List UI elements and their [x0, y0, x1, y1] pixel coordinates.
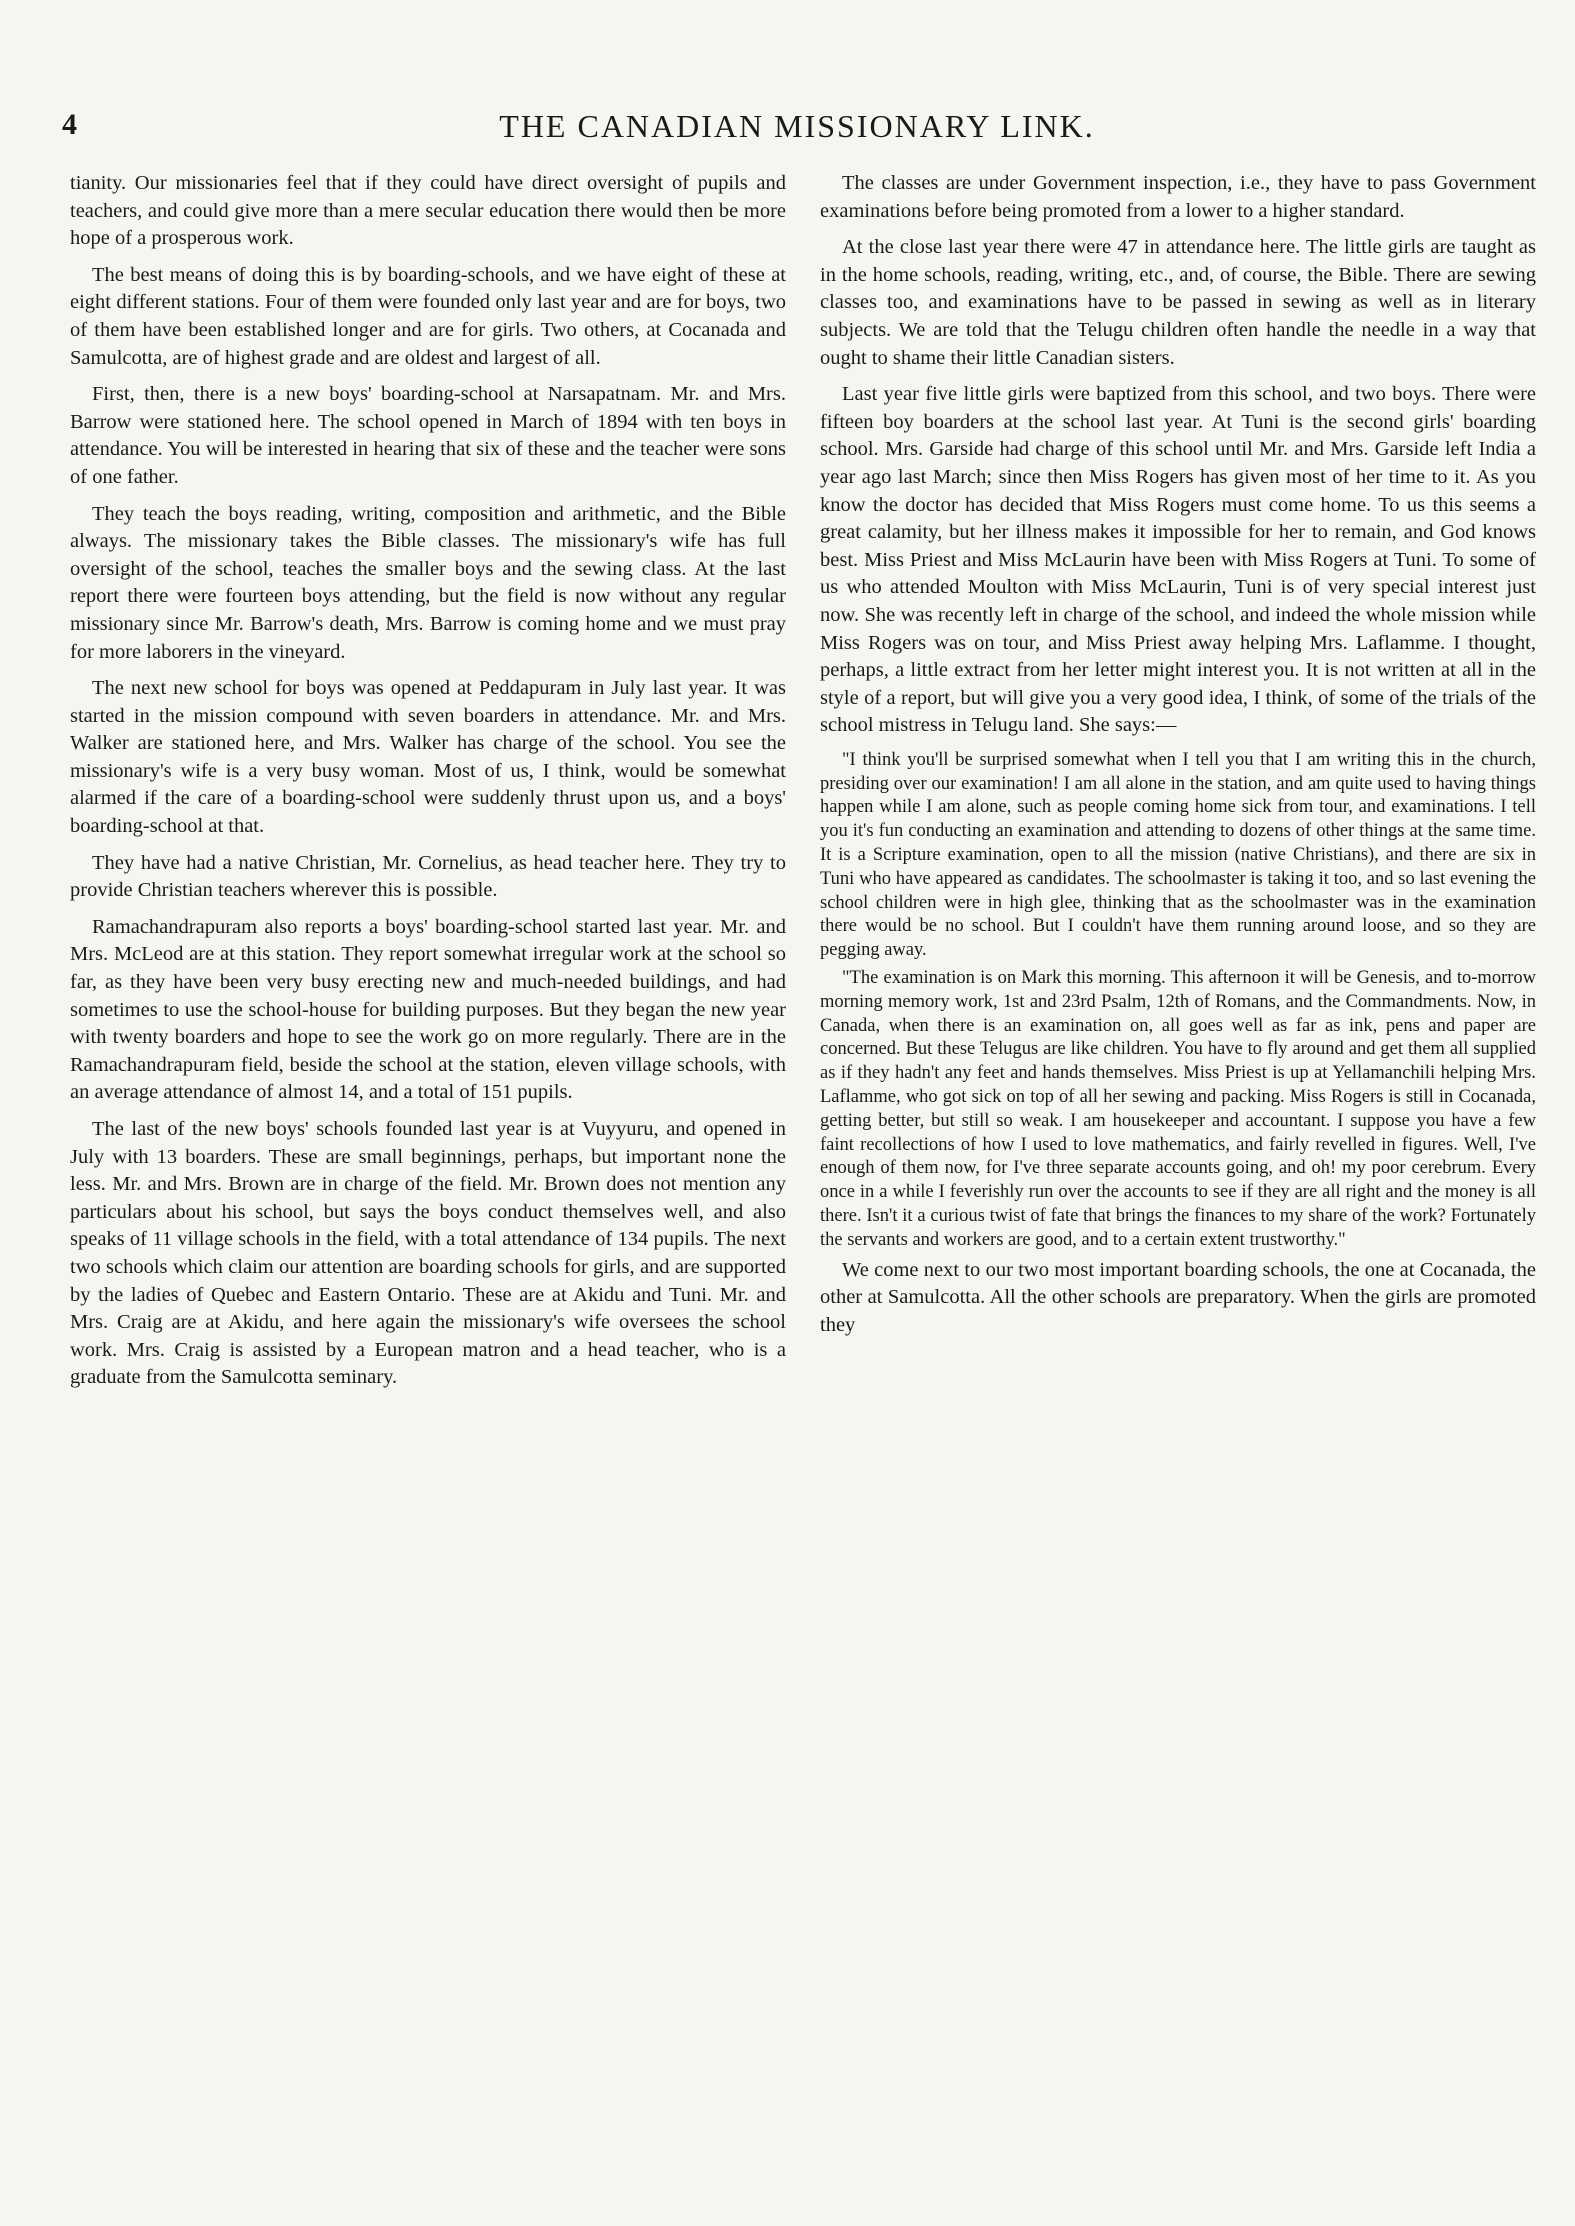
paragraph: They have had a native Christian, Mr. Cornelius, as head teacher here. They try to provide Christian teachers wherever this is possible.	[70, 851, 786, 902]
paragraph: Ramachandrapuram also reports a boys' boarding-school started last year. Mr. and Mrs. McLeod are at this station. They report somewhat irregular work at the school so far, as they have been very busy erecting new and much-needed buildings, and had sometimes to use the school-house for building purposes. But they began the new year with twenty boarders and hope to see the work go on more regularly. There are in the Ramachandrapuram field, beside the school at the station, eleven village schools, with an average attendance of almost 14, and a total of 151 pupils.	[70, 915, 786, 1104]
paragraph: We come next to our two most important boarding schools, the one at Cocanada, the other at Samulcotta. All the other schools are preparatory. When the girls are promoted they	[820, 1258, 1536, 1336]
paragraph: The best means of doing this is by boarding-schools, and we have eight of these at eight different stations. Four of them were founded only last year and are for boys, two of them have been established longer and are for girls. Two others, at Cocanada and Samulcotta, are of highest grade and are oldest and largest of all.	[70, 263, 786, 369]
paragraph: The last of the new boys' schools founded last year is at Vuyyuru, and opened in July with 13 boarders. These are small beginnings, perhaps, but important none the less. Mr. and Mrs. Brown are in charge of the field. Mr. Brown does not mention any particulars about his school, but says the boys conduct themselves well, and also speaks of 11 village schools in the field, with a total attendance of 134 pupils. The next two schools which claim our attention are boarding schools for girls, and are supported by the ladies of Quebec and Eastern Ontario. These are at Akidu and Tuni. Mr. and Mrs. Craig are at Akidu, and here again the missionary's wife oversees the school work. Mrs. Craig is assisted by a European matron and a head teacher, who is a graduate from the Samulcotta seminary.	[70, 1118, 786, 1389]
right-column	[820, 170, 1536, 1348]
paragraph: tianity. Our missionaries feel that if they could have direct oversight of pupils and teachers, and could give more than a mere secular education there would then be more hope of a prosperous work.	[70, 172, 786, 250]
paragraph: The classes are under Government inspection, i.e., they have to pass Government examinations before being promoted from a lower to a higher standard.	[820, 172, 1536, 222]
journal-title: THE CANADIAN MISSIONARY LINK.	[499, 108, 1095, 144]
left-column	[70, 170, 786, 1401]
paragraph: At the close last year there were 47 in attendance here. The little girls are taught as in the home schools, reading, writing, etc., and, of course, the Bible. There are sewing classes too, and examinations have to be passed in sewing as well as in literary subjects. We are told that the Telugu children often handle the needle in a way that ought to shame their little Canadian sisters.	[820, 236, 1536, 369]
page-header	[62, 108, 1532, 154]
letter-extract	[820, 749, 1536, 1253]
paragraph: Last year five little girls were baptized from this school, and two boys. There were fifteen boy boarders at the school last year. At Tuni is the second girls' boarding school. Mrs. Garside had charge of this school until Mr. and Mrs. Garside left India a year ago last March; since then Miss Rogers has given most of her time to it. As you know the doctor has decided that Miss Rogers must come home. To us this seems a great calamity, but her illness makes it impossible for her to remain, and God knows best. Miss Priest and Miss McLaurin have been with Miss Rogers at Tuni. To some of us who attended Moulton with Miss McLaurin, Tuni is of very special interest just now. She was recently left in charge of the school, and indeed the whole mission while Miss Rogers was on tour, and Miss Priest away helping Mrs. Laflamme. I thought, perhaps, a little extract from her letter might interest you. It is not written at all in the style of a report, but will give you a very good idea, I think, of some of the trials of the school mistress in Telugu land. She says:—	[820, 383, 1536, 737]
quote-paragraph: "The examination is on Mark this morning. This afternoon it will be Genesis, and to-morrow morning memory work, 1st and 23rd Psalm, 12th of Romans, and the Commandments. Now, in Canada, when there is an examination on, all goes well as far as ink, pens and paper are concerned. But these Telugus are like children. You have to fly around and get them all supplied as if they hadn't any feet and hands themselves. Miss Priest is up at Yellamanchili helping Mrs. Laflamme, who got sick on top of all her sewing and packing. Miss Rogers is still in Cocanada, getting better, but still so weak. I am housekeeper and accountant. I suppose you have a few faint recollections of how I used to love mathematics, and fairly revelled in figures. Well, I've enough of them now, for I've three separate accounts going, and oh! my poor cerebrum. Every once in a while I feverishly run over the accounts to see if they are all right and the money is all there. Isn't it a curious twist of fate that brings the finances to my share of the work? Fortunately the servants and workers are good, and to a certain extent trustworthy."	[820, 968, 1536, 1250]
paragraph: First, then, there is a new boys' boarding-school at Narsapatnam. Mr. and Mrs. Barrow were stationed here. The school opened in March of 1894 with ten boys in attendance. You will be interested in hearing that six of these and the teacher were sons of one father.	[70, 383, 786, 488]
paragraph: The next new school for boys was opened at Peddapuram in July last year. It was started in the mission compound with seven boarders in attendance. Mr. and Mrs. Walker are stationed here, and Mrs. Walker has charge of the school. You see the missionary's wife is a very busy woman. Most of us, I think, would be somewhat alarmed if the care of a boarding-school were suddenly thrust upon us, and a boys' boarding-school at that.	[70, 677, 786, 838]
page-number: 4	[62, 108, 77, 141]
quote-paragraph: "I think you'll be surprised somewhat when I tell you that I am writing this in the church, presiding over our examination! I am all alone in the station, and am quite used to having things happen while I am alone, such as people coming home sick from tour, and examinations. I tell you it's fun conducting an examination and attending to dozens of other things at the same time. It is a Scripture examination, open to all the mission (native Christians), and there are six in Tuni who have appeared as candidates. The schoolmaster is taking it too, and so last evening the school children were in high glee, thinking that as the schoolmaster was in the examination there would be no school. But I couldn't have them running around loose, and so they are pegging away.	[820, 749, 1536, 961]
paragraph: They teach the boys reading, writing, composition and arithmetic, and the Bible always. The missionary takes the Bible classes. The missionary's wife has full oversight of the school, teaches the smaller boys and the sewing class. At the last report there were fourteen boys attending, but the field is now without any regular missionary since Mr. Barrow's death, Mrs. Barrow is coming home and we must pray for more laborers in the vineyard.	[70, 502, 786, 663]
